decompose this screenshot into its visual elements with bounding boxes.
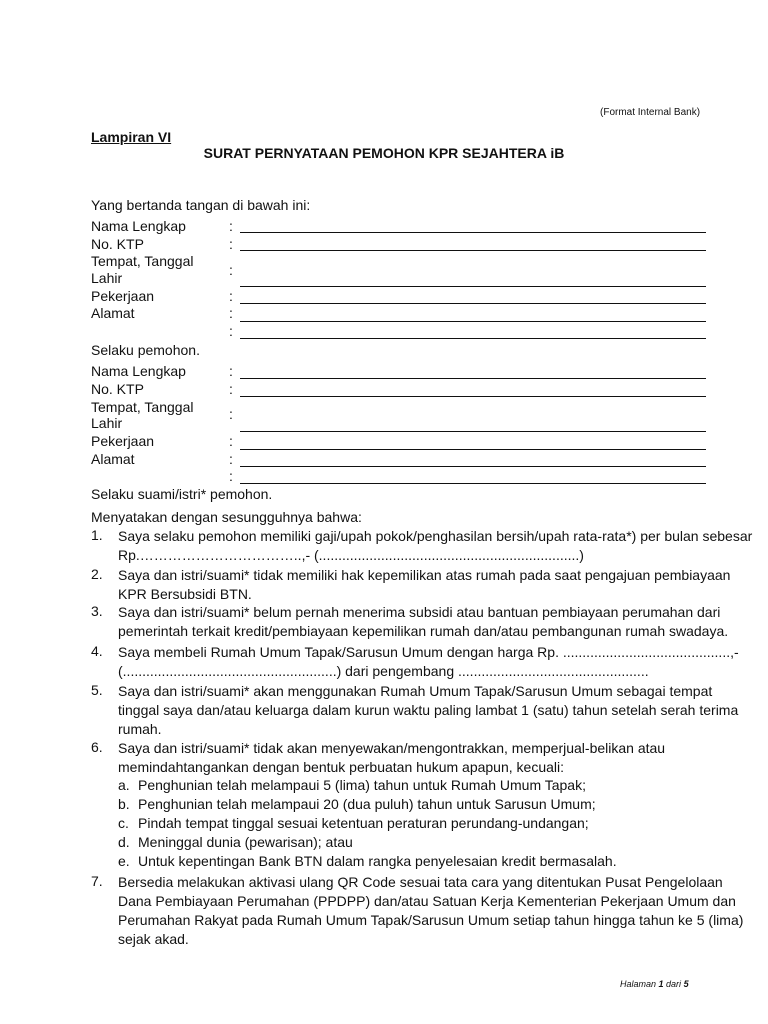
item-number: 5.: [91, 682, 103, 698]
colon: :: [229, 236, 233, 252]
footer-prefix: Halaman: [620, 979, 659, 989]
item-number: 3.: [91, 603, 103, 619]
field-nama-lengkap[interactable]: [240, 378, 706, 379]
colon: :: [229, 218, 233, 234]
item-line: Saya dan istri/suami* belum pernah menerima subsidi atau bantuan pembiayaan perumahan dari: [118, 604, 721, 620]
label-nama-lengkap: Nama Lengkap: [91, 218, 186, 234]
field-pekerjaan[interactable]: [240, 303, 706, 304]
spouse-closing: Selaku suami/istri* pemohon.: [91, 486, 273, 502]
item-number: 2.: [91, 566, 103, 582]
field-alamat-1[interactable]: [240, 466, 706, 467]
item-line: Saya dan istri/suami* akan menggunakan Rumah Umum Tapak/Sarusun Umum sebagai tempat: [118, 683, 713, 699]
item-line: memindahtangankan dengan bentuk perbuatan hukum apapun, kecuali:: [118, 759, 564, 775]
item-line: Bersedia melakukan aktivasi ulang QR Code sesuai tata cara yang ditentukan Pusat Pengelolaan: [118, 874, 723, 890]
item-line: KPR Bersubsidi BTN.: [118, 586, 252, 602]
item-number: 7.: [91, 873, 103, 889]
colon: :: [229, 363, 233, 379]
list-item: [118, 566, 731, 604]
list-item: [118, 873, 744, 949]
field-alamat-2[interactable]: [240, 483, 706, 484]
field-alamat-2[interactable]: [240, 338, 706, 339]
sub-item-text: Meninggal dunia (pewarisan); atau: [138, 834, 353, 850]
item-line: (.......................................................) dari pengembang .................................................: [118, 663, 649, 679]
colon: :: [229, 305, 233, 321]
item-number: 6.: [91, 739, 103, 755]
field-no-ktp[interactable]: [240, 250, 706, 251]
item-line: sejak akad.: [118, 931, 189, 947]
sub-item-letter: a.: [118, 777, 130, 793]
item-line: Dana Pembiayaan Perumahan (PPDPP) dan/atau Satuan Kerja Kementerian Pekerjaan Umum dan: [118, 893, 736, 909]
item-line: Saya membeli Rumah Umum Tapak/Sarusun Umum dengan harga Rp. ...........................................,-: [118, 644, 739, 660]
item-number: 1.: [91, 527, 103, 543]
item-line: Perumahan Rakyat pada Rumah Umum Tapak/Sarusun Umum setiap tahun hingga tahun ke 5 (lima): [118, 912, 744, 928]
colon: :: [229, 288, 233, 304]
sub-item-text: Penghunian telah melampaui 20 (dua puluh) tahun untuk Sarusun Umum;: [138, 796, 596, 812]
label-tempat-tanggal: Tempat, Tanggal: [91, 253, 194, 269]
sub-item-text: Pindah tempat tinggal sesuai ketentuan peraturan perundang-undangan;: [138, 815, 589, 831]
sub-item-letter: e.: [118, 853, 130, 869]
document-title: SURAT PERNYATAAN PEMOHON KPR SEJAHTERA iB: [203, 145, 565, 161]
footer-middle: dari: [663, 979, 684, 989]
page-number: [620, 979, 689, 989]
format-note: (Format Internal Bank): [600, 107, 701, 118]
colon: :: [229, 468, 233, 484]
footer-total: 5: [683, 979, 689, 989]
sub-item-text: Penghunian telah melampaui 5 (lima) tahun untuk Rumah Umum Tapak;: [138, 777, 586, 793]
item-line: Rp.……………………………..,- (...................................................................): [118, 547, 584, 563]
item-line: pemerintah terkait kredit/pembiayaan kepemilikan rumah dan/atau pembangunan rumah swadaya.: [118, 623, 729, 639]
applicant-closing: Selaku pemohon.: [91, 342, 200, 358]
sub-item-text: Untuk kepentingan Bank BTN dalam rangka penyelesaian kredit bermasalah.: [138, 853, 617, 869]
colon: :: [229, 381, 233, 397]
sub-item-letter: b.: [118, 796, 130, 812]
footer-page: 1: [658, 979, 664, 989]
field-alamat-1[interactable]: [240, 321, 706, 322]
item-line: Saya dan istri/suami* tidak memiliki hak kepemilikan atas rumah pada saat pengajuan pembiayaan: [118, 567, 731, 583]
label-no-ktp: No. KTP: [91, 236, 144, 252]
colon: :: [229, 406, 233, 422]
field-tempat-tanggal-lahir[interactable]: [240, 286, 706, 287]
item-line: rumah.: [118, 721, 162, 737]
label-no-ktp: No. KTP: [91, 381, 144, 397]
label-tempat-tanggal: Tempat, Tanggal: [91, 399, 194, 415]
intro-text: Yang bertanda tangan di bawah ini:: [91, 197, 311, 213]
sub-item-letter: c.: [118, 815, 129, 831]
label-nama-lengkap: Nama Lengkap: [91, 363, 186, 379]
label-lahir: Lahir: [91, 415, 123, 431]
colon: :: [229, 433, 233, 449]
list-item: [118, 603, 729, 641]
list-item: [118, 643, 739, 681]
item-line: Saya selaku pemohon memiliki gaji/upah pokok/penghasilan bersih/upah rata-rata*) per bulan sebesar: [118, 528, 753, 544]
list-item: [118, 739, 706, 777]
field-pekerjaan[interactable]: [240, 449, 706, 450]
colon: :: [229, 451, 233, 467]
label-pekerjaan: Pekerjaan: [91, 433, 155, 449]
sub-item-letter: d.: [118, 834, 130, 850]
statement-intro: Menyatakan dengan sesungguhnya bahwa:: [91, 509, 362, 525]
item-line: Saya dan istri/suami* tidak akan menyewakan/mengontrakkan, memperjual-belikan atau: [118, 740, 666, 756]
lampiran-label: Lampiran VI: [91, 129, 172, 145]
colon: :: [229, 323, 233, 339]
label-alamat: Alamat: [91, 451, 135, 467]
field-no-ktp[interactable]: [240, 396, 706, 397]
label-alamat: Alamat: [91, 305, 135, 321]
label-lahir: Lahir: [91, 270, 123, 286]
colon: :: [229, 262, 233, 278]
field-tempat-tanggal-lahir[interactable]: [240, 431, 706, 432]
field-nama-lengkap[interactable]: [240, 232, 706, 233]
label-pekerjaan: Pekerjaan: [91, 288, 155, 304]
list-item: [118, 682, 739, 739]
item-number: 4.: [91, 643, 103, 659]
list-item: [118, 527, 753, 565]
item-line: tinggal saya dan/atau keluarga dalam kurun waktu paling lambat 1 (satu) tahun setelah serah terima: [118, 702, 739, 718]
